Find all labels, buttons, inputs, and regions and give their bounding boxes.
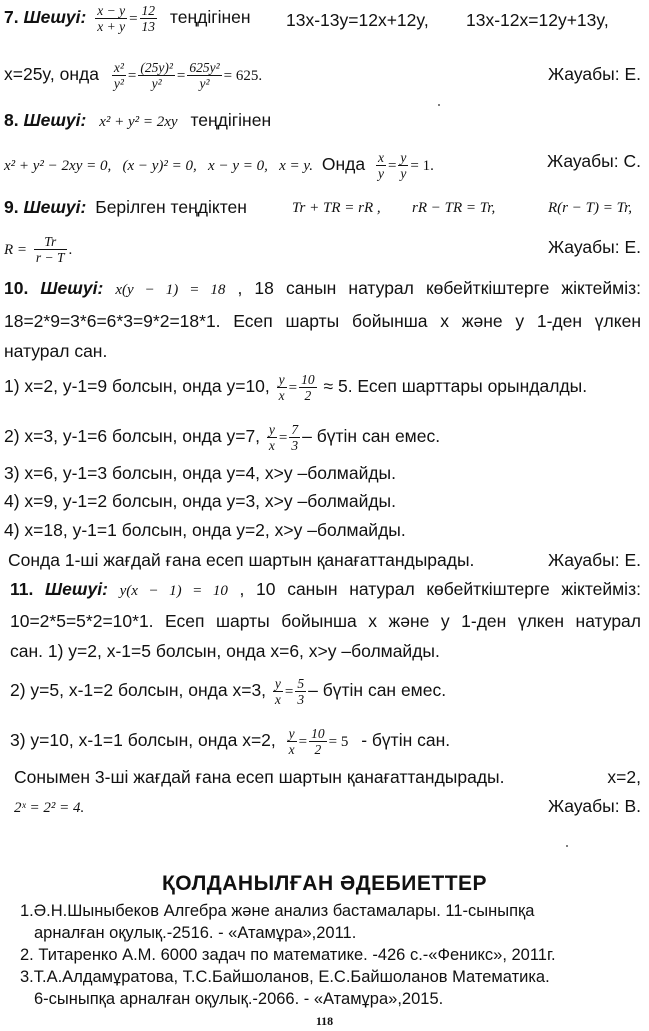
fraction: $\frac{y}{x}$ bbox=[278, 372, 285, 403]
fraction: $\frac{10}{2}$ bbox=[301, 372, 315, 403]
formula: x(y − 1) = 18 bbox=[115, 282, 226, 298]
fraction: $\frac{y}{x}$ bbox=[274, 676, 281, 707]
solution-9-e2: rR − TR = Tr, bbox=[412, 200, 496, 216]
solution-10-case-4: 4) x=9, y-1=2 болсын, онда y=3, x>y –болмайды. bbox=[4, 491, 396, 511]
solution-7-label: Шешуі: bbox=[23, 7, 87, 28]
solution-7-eq1: 13x-13y=12x+12y, bbox=[286, 10, 429, 30]
solution-9-answer: Жауабы: Е. bbox=[547, 237, 641, 257]
fraction: $\frac{y}{x}$ bbox=[268, 422, 275, 453]
solution-10-case-2: 2) x=3, y-1=6 болсын, онда y=7, $\frac{y}{x}$ = $\frac{7}{3}$ – бүтін сан емес. bbox=[4, 422, 441, 453]
solution-7-line-2: x=25y, онда $\frac{\text{x²}}{\text{y²}}$ = $\frac{\text{(25y)²}}{\text{y²}}$ = $\frac{\text{625y²}}{\text{y²}}$ = 625. bbox=[4, 60, 263, 91]
fraction: $\frac{12}{13}$ bbox=[141, 3, 156, 34]
scan-speck bbox=[566, 845, 568, 847]
solution-8-line-2: x² + y² − 2xy = 0, (x − y)² = 0, x − y = 0, x = y. Онда $\frac{x}{y}$ = $\frac{y}{y}$ = 1. bbox=[4, 150, 434, 181]
reference-3b: 6-сыныпқа арналған оқулық.-2066. - «Атамұра»,2015. bbox=[34, 990, 444, 1008]
solution-11-answer: Жауабы: В. bbox=[547, 796, 641, 816]
solution-10-case-1: 1) x=2, y-1=9 болсын, онда y=10, $\frac{y}{x}$ = $\frac{10}{2}$ ≈ 5. Есеп шарттары орындалды. bbox=[4, 372, 588, 403]
solution-10-line-2: 18=2*9=3*6=6*3=9*2=18*1. Есеп шарты бойынша x және y 1-ден үлкен bbox=[4, 311, 641, 331]
solution-11-conclusion-tail: x=2, bbox=[607, 767, 641, 787]
solution-7-line-1: 7. Шешуі: $\frac{x - y}{x + y}$ = $\frac{12}{13}$ теңдігінен bbox=[4, 3, 251, 34]
solution-11-power: 2ˣ = 2² = 4. bbox=[14, 800, 85, 816]
fraction: $\frac{Tr}{r - T}$ bbox=[35, 234, 65, 265]
formula: x² + y² = 2xy bbox=[99, 114, 178, 130]
formula: y(x − 1) = 10 bbox=[119, 583, 228, 599]
solution-11-conclusion: Сонымен 3-ші жағдай ғана есеп шартын қанағаттандырады. bbox=[14, 767, 505, 787]
solution-10-case-3: 3) x=6, y-1=3 болсын, онда y=4, x>y –болмайды. bbox=[4, 463, 396, 483]
reference-1b: арналған оқулық.-2516. - «Атамұра»,2011. bbox=[34, 924, 357, 942]
reference-1a: 1.Ә.Н.Шыныбеков Алгебра және анализ бастамалары. 11-сыныпқа bbox=[20, 902, 535, 920]
fraction: $\frac{10}{2}$ bbox=[311, 726, 325, 757]
solution-9-line-2: R = $\frac{Tr}{r - T}$ . bbox=[4, 234, 73, 265]
fraction: $\frac{5}{3}$ bbox=[297, 676, 305, 707]
reference-3a: 3.Т.А.Алдамұратова, Т.С.Байшоланов, Е.С.Байшоланов Математика. bbox=[20, 968, 550, 986]
fraction: $\frac{\text{(25y)²}}{\text{y²}}$ bbox=[140, 60, 173, 91]
solution-11-line-3: сан. 1) y=2, x-1=5 болсын, онда x=6, x>y –болмайды. bbox=[10, 641, 440, 661]
solution-11-case-3: 3) y=10, x-1=1 болсын, онда x=2, $\frac{y}{x}$ = $\frac{10}{2}$ = 5 - бүтін сан. bbox=[10, 726, 451, 757]
solution-9-e3: R(r − T) = Tr, bbox=[548, 200, 633, 216]
solution-10-line-1: 10. Шешуі: x(y − 1) = 18 , 18 санын натурал көбейткіштерге жіктейміз: bbox=[4, 278, 641, 298]
fraction: $\frac{x}{y}$ bbox=[377, 150, 384, 181]
page-number: 118 bbox=[315, 1014, 334, 1028]
fraction: $\frac{x - y}{x + y}$ bbox=[97, 3, 126, 34]
solution-10-line-3: натурал сан. bbox=[4, 341, 108, 361]
solution-10-case-5: 4) x=18, y-1=1 болсын, онда y=2, x>y –болмайды. bbox=[4, 520, 406, 540]
fraction: $\frac{7}{3}$ bbox=[291, 422, 299, 453]
references-heading: ҚОЛДАНЫЛҒАН ӘДЕБИЕТТЕР bbox=[161, 872, 488, 895]
solution-7-eq2: 13x-12x=12y+13y, bbox=[466, 10, 609, 30]
solution-8-line-1: 8. Шешуі: x² + y² = 2xy теңдігінен bbox=[4, 110, 272, 130]
fraction: $\frac{\text{x²}}{\text{y²}}$ bbox=[113, 60, 124, 91]
solution-11-case-2: 2) y=5, x-1=2 болсын, онда x=3, $\frac{y}{x}$ = $\frac{5}{3}$ – бүтін сан емес. bbox=[10, 676, 447, 707]
solution-10-answer: Жауабы: Е. bbox=[547, 550, 641, 570]
solution-7-number: 7. bbox=[4, 7, 19, 28]
solution-9-line-1: 9. Шешуі: Берілген теңдіктен bbox=[4, 197, 247, 217]
fraction: $\frac{y}{x}$ bbox=[288, 726, 295, 757]
solution-11-line-2: 10=2*5=5*2=10*1. Есеп шарты бойынша x және y 1-ден үлкен натурал bbox=[10, 611, 641, 631]
fraction: $\frac{y}{y}$ bbox=[400, 150, 407, 181]
scan-speck bbox=[438, 104, 440, 106]
reference-2: 2. Титаренко А.М. 6000 задач по математике. -426 с.-«Феникс», 2011г. bbox=[20, 946, 556, 964]
fraction: $\frac{\text{625y²}}{\text{y²}}$ bbox=[189, 60, 220, 91]
solution-7-answer: Жауабы: Е. bbox=[547, 64, 641, 84]
solution-9-e1: Tr + TR = rR , bbox=[292, 200, 381, 216]
solution-8-answer: Жауабы: С. bbox=[546, 151, 641, 171]
solution-10-conclusion: Сонда 1-ші жағдай ғана есеп шартын қанағаттандырады. bbox=[8, 550, 475, 570]
solution-11-line-1: 11. Шешуі: y(x − 1) = 10 , 10 санын натурал көбейткіштерге жіктейміз: bbox=[10, 579, 641, 599]
